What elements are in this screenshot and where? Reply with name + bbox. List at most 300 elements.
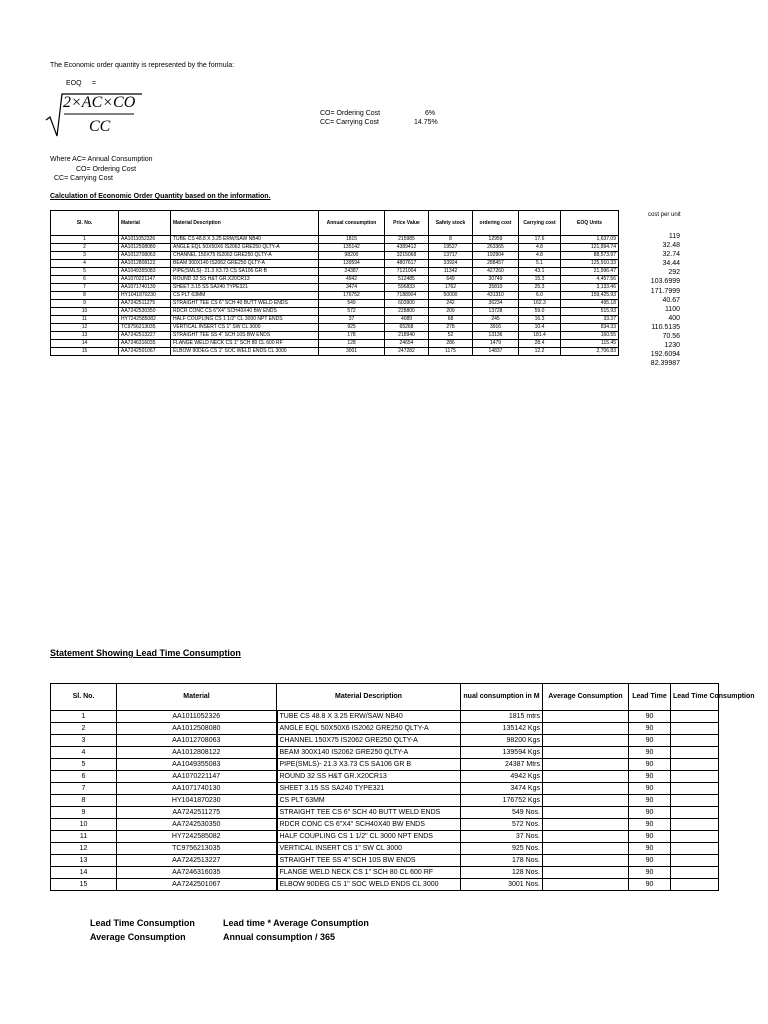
eoq-cell: ROUND 32 SS H&T GR.X20CR13 [171, 276, 319, 284]
eoq-cell: 228800 [385, 308, 429, 316]
cc-label: CC= Carrying Cost [320, 119, 379, 126]
lead-cell [543, 771, 629, 783]
eoq-cell: AA7242501067 [119, 348, 171, 356]
lead-cell [543, 819, 629, 831]
eoq-cell: 1479 [473, 340, 519, 348]
eoq-cell: ELBOW 90DEG CS 1" SOC WELD ENDS CL 3000 [171, 348, 319, 356]
eoq-cell: 176752 [319, 292, 385, 300]
eoq-cell: 7 [51, 284, 119, 292]
lead-table-row [51, 819, 719, 831]
cost-per-unit-value: 82.39987 [650, 360, 680, 368]
eoq-cell: 50000 [429, 292, 473, 300]
lead-cell [543, 843, 629, 855]
eoq-cell: 7121004 [385, 268, 429, 276]
eoq-cell: 160.55 [561, 332, 619, 340]
formula-denominator: CC [89, 118, 111, 135]
eoq-cell: AA1071740130 [119, 284, 171, 292]
cost-per-unit-value: 32.74 [662, 251, 680, 259]
eoq-cell: 6 [51, 276, 119, 284]
eoq-cell: 128 [319, 340, 385, 348]
eoq-cell: 21,996.47 [561, 268, 619, 276]
cost-per-unit-value: 32.48 [662, 242, 680, 250]
eoq-cell: 12.2 [519, 348, 561, 356]
cost-per-unit-value: 103.6999 [650, 278, 680, 286]
eoq-header-cell: Material Description [171, 211, 319, 236]
eoq-cell: BEAM 300X140 IS2062 GRE250 QLTY-A [171, 260, 319, 268]
eoq-table-row [51, 260, 619, 268]
lead-cell: AA7242501067 [117, 879, 277, 891]
eoq-cell: 12 [51, 324, 119, 332]
ltc-label: Lead Time Consumption [90, 918, 195, 928]
lead-cell: 90 [629, 723, 671, 735]
eoq-table-row [51, 332, 619, 340]
eoq-cell: 288457 [473, 260, 519, 268]
lead-cell: 8 [51, 795, 117, 807]
lead-cell: 549 Nos. [461, 807, 543, 819]
eoq-cell: 3001 [319, 348, 385, 356]
lead-cell: AA7242511275 [117, 807, 277, 819]
eoq-header-cell: Annual consumption [319, 211, 385, 236]
eoq-equals: = [92, 80, 97, 87]
eoq-cell: 4 [51, 260, 119, 268]
eoq-cell: AA1012508080 [119, 244, 171, 252]
eoq-cell: HALF COUPLING CS 1 1/2" CL 3000 NPT ENDS [171, 316, 319, 324]
lead-cell [543, 807, 629, 819]
formula-intro-text: The Economic order quantity is represented by the formula: [50, 62, 235, 69]
eoq-table-row [51, 284, 619, 292]
eoq-cell: SHEET 3.15 SS SA240 TYPE321 [171, 284, 319, 292]
eoq-cell: 192904 [473, 252, 519, 260]
eoq-header-cell: ordering cost [473, 211, 519, 236]
eoq-cell: 427260 [473, 268, 519, 276]
lead-cell [543, 855, 629, 867]
lead-cell [543, 735, 629, 747]
eoq-cell: 3916 [473, 324, 519, 332]
eoq-cell: 4.8 [519, 244, 561, 252]
lead-cell: 139594 Kgs [461, 747, 543, 759]
eoq-cell: 1 [51, 236, 119, 244]
eoq-cell: 65268 [385, 324, 429, 332]
lead-table-row [51, 795, 719, 807]
lead-cell: HALF COUPLING CS 1 1/2" CL 3000 NPT ENDS [277, 831, 461, 843]
lead-cell: 178 Nos. [461, 855, 543, 867]
eoq-cell: TUBE CS 48.8 X 3.25 ERW/SAW NB40 [171, 236, 319, 244]
lead-cell: 12 [51, 843, 117, 855]
cost-per-unit-value: 192.6094 [650, 351, 680, 359]
lead-cell [543, 867, 629, 879]
lead-header-row [51, 684, 719, 711]
lead-cell: BEAM 300X140 IS2062 GRE250 QLTY-A [277, 747, 461, 759]
cost-per-unit-value: 40.67 [662, 296, 680, 304]
eoq-cell: 5 [51, 268, 119, 276]
eoq-header-cell: Price Value [385, 211, 429, 236]
eoq-cell: 603900 [385, 300, 429, 308]
lead-cell: 90 [629, 783, 671, 795]
eoq-cell: 245 [473, 316, 519, 324]
lead-cell: TC9756213035 [117, 843, 277, 855]
eoq-cell: 572 [319, 308, 385, 316]
lead-header-cell: Material [117, 684, 277, 711]
lead-cell: 176752 Kgs [461, 795, 543, 807]
eoq-cell: STRAIGHT TEE SS 4" SCH 10S BW ENDS [171, 332, 319, 340]
eoq-cell: 4.8 [519, 252, 561, 260]
eoq-cell: 159,425.93 [561, 292, 619, 300]
lead-cell: AA1012808122 [117, 747, 277, 759]
lead-cell: 90 [629, 855, 671, 867]
eoq-cell: 4942 [319, 276, 385, 284]
eoq-cell: 13 [51, 332, 119, 340]
lead-cell: 37 Nos. [461, 831, 543, 843]
lead-cell: 5 [51, 759, 117, 771]
lead-cell: 1 [51, 711, 117, 723]
cost-per-unit-value: 110.5135 [651, 323, 680, 331]
eoq-cell: 3 [51, 252, 119, 260]
eoq-cell: HY1041870230 [119, 292, 171, 300]
cost-per-unit-value: 119 [668, 233, 680, 240]
eoq-cell: 549 [319, 300, 385, 308]
lead-cell: 90 [629, 711, 671, 723]
lead-cell: 3474 Kgs [461, 783, 543, 795]
lead-cell: 4942 Kgs [461, 771, 543, 783]
eoq-cell: 286 [429, 340, 473, 348]
lead-cell [671, 759, 719, 771]
eoq-cell: 88,573.97 [561, 252, 619, 260]
eoq-cell: 215985 [385, 236, 429, 244]
lead-cell: 6 [51, 771, 117, 783]
lead-table-row [51, 735, 719, 747]
eoq-header-cell: EOQ Units [561, 211, 619, 236]
cost-per-unit-header: cost per unit [648, 212, 681, 218]
eoq-cell: 37 [319, 316, 385, 324]
where-ac: Where AC= Annual Consumption [50, 156, 153, 163]
lead-cell: STRAIGHT TEE SS 4" SCH 10S BW ENDS [277, 855, 461, 867]
lead-cell [543, 831, 629, 843]
lead-cell [543, 879, 629, 891]
eoq-cell: 68 [429, 316, 473, 324]
eoq-cell: 15 [51, 348, 119, 356]
eoq-cell: 834.33 [561, 324, 619, 332]
eoq-cell: 278 [429, 324, 473, 332]
cost-per-unit-value: 1100 [664, 305, 680, 313]
eoq-cell: AA7246316035 [119, 340, 171, 348]
lead-table-row [51, 771, 719, 783]
eoq-cell: 3474 [319, 284, 385, 292]
lead-cell: AA1012508080 [117, 723, 277, 735]
cost-per-unit-value: 400 [668, 314, 680, 322]
lead-cell: 13 [51, 855, 117, 867]
lead-cell: AA7246316035 [117, 867, 277, 879]
eoq-cell: 3,133.46 [561, 284, 619, 292]
eoq-cell: 218940 [385, 332, 429, 340]
eoq-cell: 9 [51, 300, 119, 308]
eoq-header-cell: Carrying cost [519, 211, 561, 236]
eoq-table-row [51, 292, 619, 300]
lead-header-cell: Average Consumption [543, 684, 629, 711]
lead-cell: TUBE CS 48.8 X 3.25 ERW/SAW NB40 [277, 711, 461, 723]
eoq-cell: 15.3 [519, 276, 561, 284]
cost-per-unit-list [640, 232, 680, 368]
eoq-table-row [51, 236, 619, 244]
lead-cell: 90 [629, 747, 671, 759]
avg-label: Average Consumption [90, 932, 186, 942]
eoq-cell: TC9756213035 [119, 324, 171, 332]
lead-cell: 135142 Kgs [461, 723, 543, 735]
eoq-cell: 14 [51, 340, 119, 348]
ltc-formula: Lead time * Average Consumption [223, 918, 369, 928]
lead-cell: 90 [629, 759, 671, 771]
lead-table-row [51, 747, 719, 759]
lead-cell: 90 [629, 867, 671, 879]
lead-cell: 1815 mtrs [461, 711, 543, 723]
lead-cell: 90 [629, 735, 671, 747]
eoq-header-cell: Material [119, 211, 171, 236]
eoq-header-row [51, 211, 619, 236]
eoq-cell: HY7242585082 [119, 316, 171, 324]
lead-cell: ANGLE EQL 50X50X6 IS2062 GRE250 QLTY-A [277, 723, 461, 735]
lead-cell [543, 783, 629, 795]
lead-cell: 7 [51, 783, 117, 795]
eoq-cell: AA7242530350 [119, 308, 171, 316]
eoq-cell: 19527 [429, 244, 473, 252]
eoq-table-row [51, 300, 619, 308]
eoq-cell: CHANNEL 150X75 IS2062 GRE250 QLTY-A [171, 252, 319, 260]
lead-cell [543, 795, 629, 807]
lead-cell: SHEET 3.15 SS SA240 TYPE321 [277, 783, 461, 795]
lead-cell: RDCR CONC CS 6"X4" SCH40X40 BW ENDS [277, 819, 461, 831]
cost-per-unit-value: 292 [668, 269, 680, 277]
eoq-cell: 16.3 [519, 316, 561, 324]
eoq-cell: 10 [51, 308, 119, 316]
eoq-cell: VERTICAL INSERT CS 1" SW CL 3000 [171, 324, 319, 332]
lead-cell: AA1011052326 [117, 711, 277, 723]
eoq-table-row [51, 316, 619, 324]
eoq-header-cell: Safety stock [429, 211, 473, 236]
eoq-cell: 13717 [429, 252, 473, 260]
lead-table-row [51, 831, 719, 843]
lead-header-cell: nual consumption in M [461, 684, 543, 711]
lead-table [50, 683, 755, 891]
eoq-cell: AA7242511275 [119, 300, 171, 308]
eoq-cell: 43.1 [519, 268, 561, 276]
eoq-table-row [51, 340, 619, 348]
lead-cell: 14 [51, 867, 117, 879]
eoq-table-row [51, 324, 619, 332]
cost-per-unit-value: 171.7999 [650, 287, 680, 295]
eoq-cell: 2,706.83 [561, 348, 619, 356]
eoq-cell: PIPE(SMLS)- 21.3 X3.73 CS SA106 GR B [171, 268, 319, 276]
lead-cell: 11 [51, 831, 117, 843]
eoq-cell: 3215068 [385, 252, 429, 260]
lead-cell: 2 [51, 723, 117, 735]
eoq-cell: 162.3 [519, 300, 561, 308]
lead-cell [543, 723, 629, 735]
lead-cell [671, 855, 719, 867]
eoq-cell: 1815 [319, 236, 385, 244]
lead-cell [671, 711, 719, 723]
eoq-cell: 52 [429, 332, 473, 340]
lead-cell: AA1049355083 [117, 759, 277, 771]
eoq-cell: 8 [51, 292, 119, 300]
lead-cell: 24387 Mtrs [461, 759, 543, 771]
lead-table-row [51, 843, 719, 855]
where-co: CO= Ordering Cost [76, 166, 137, 173]
eoq-cell: AA1012708063 [119, 252, 171, 260]
cost-per-unit-value: 1230 [664, 342, 680, 350]
lead-cell: 98200 Kgs [461, 735, 543, 747]
lead-cell: 10 [51, 819, 117, 831]
eoq-cell: 30749 [473, 276, 519, 284]
eoq-cell: 1175 [429, 348, 473, 356]
lead-cell [671, 843, 719, 855]
eoq-cell: 14837 [473, 348, 519, 356]
eoq-cell: 596833 [385, 284, 429, 292]
lead-cell [671, 795, 719, 807]
lead-table-row [51, 855, 719, 867]
lead-cell: AA1071740130 [117, 783, 277, 795]
eoq-header-cell: Sl. No. [51, 211, 119, 236]
eoq-table [50, 210, 619, 356]
lead-cell: 90 [629, 795, 671, 807]
eoq-cell: 28.4 [519, 340, 561, 348]
eoq-cell: 4,457.56 [561, 276, 619, 284]
lead-header-cell: Material Description [277, 684, 461, 711]
lead-cell: HY1041870230 [117, 795, 277, 807]
lead-cell: 90 [629, 831, 671, 843]
eoq-cell: 4389412 [385, 244, 429, 252]
eoq-cell: 135142 [319, 244, 385, 252]
eoq-cell: 515.93 [561, 308, 619, 316]
eoq-cell: 431310 [473, 292, 519, 300]
lead-cell [671, 747, 719, 759]
eoq-cell: 1762 [429, 284, 473, 292]
eoq-cell: 25.3 [519, 284, 561, 292]
eoq-cell: FLANGE WELD NECK CS 1" SCH 80 CL 600 RF [171, 340, 319, 348]
eoq-cell: 13136 [473, 332, 519, 340]
lead-table-row [51, 879, 719, 891]
eoq-cell: 35810 [473, 284, 519, 292]
lead-cell: AA1012708063 [117, 735, 277, 747]
lead-table-row [51, 783, 719, 795]
eoq-cell: AA1011052326 [119, 236, 171, 244]
eoq-cell: 247282 [385, 348, 429, 356]
lead-cell [671, 723, 719, 735]
eoq-cell: 512485 [385, 276, 429, 284]
lead-cell: 90 [629, 819, 671, 831]
eoq-cell: 139594 [319, 260, 385, 268]
lead-cell [671, 807, 719, 819]
eoq-table-row [51, 276, 619, 284]
lead-cell [543, 711, 629, 723]
lead-cell: 90 [629, 807, 671, 819]
lead-cell: AA7242530350 [117, 819, 277, 831]
eoq-cell: AA1012808122 [119, 260, 171, 268]
lead-cell [543, 747, 629, 759]
lead-section-title: Statement Showing Lead Time Consumption [50, 648, 241, 658]
eoq-cell: 17.6 [519, 236, 561, 244]
eoq-cell: 181.4 [519, 332, 561, 340]
eoq-cell: 209 [429, 308, 473, 316]
eoq-cell: 7188904 [385, 292, 429, 300]
lead-cell: STRAIGHT TEE CS 6" SCH 40 BUTT WELD ENDS [277, 807, 461, 819]
lead-cell [671, 783, 719, 795]
lead-cell: 572 Nos. [461, 819, 543, 831]
lead-header-cell: Lead Time Consumption [671, 684, 719, 711]
eoq-section-title: Calculation of Economic Order Quantity based on the information. [50, 193, 271, 200]
lead-cell: ELBOW 90DEG CS 1" SOC WELD ENDS CL 3000 [277, 879, 461, 891]
eoq-cell: 12959 [473, 236, 519, 244]
lead-cell: AA1070221147 [117, 771, 277, 783]
eoq-cell: 925 [319, 324, 385, 332]
lead-cell: CHANNEL 150X75 IS2062 GRE250 QLTY-A [277, 735, 461, 747]
eoq-cell: 5.1 [519, 260, 561, 268]
lead-cell: 90 [629, 771, 671, 783]
eoq-label: EOQ [66, 80, 82, 87]
eoq-cell: ANGLE EQL 50X50X6 IS2062 GRE250 QLTY-A [171, 244, 319, 252]
eoq-cell: 11 [51, 316, 119, 324]
eoq-table-row [51, 252, 619, 260]
eoq-cell: 649 [429, 276, 473, 284]
eoq-cell: 125,910.33 [561, 260, 619, 268]
lead-cell [671, 831, 719, 843]
eoq-table-row [51, 308, 619, 316]
lead-cell [671, 819, 719, 831]
where-cc: CC= Carrying Cost [54, 175, 113, 182]
lead-cell: 9 [51, 807, 117, 819]
eoq-cell: 121,894.74 [561, 244, 619, 252]
lead-cell [671, 771, 719, 783]
lead-cell: 4 [51, 747, 117, 759]
lead-table-row [51, 723, 719, 735]
eoq-table-row [51, 348, 619, 356]
lead-table-row [51, 867, 719, 879]
cc-value: 14.75% [414, 119, 438, 126]
eoq-cell: 1,637.09 [561, 236, 619, 244]
eoq-cell: 263365 [473, 244, 519, 252]
lead-cell: ROUND 32 SS H&T GR.X20CR13 [277, 771, 461, 783]
lead-cell [671, 735, 719, 747]
eoq-table-row [51, 268, 619, 276]
lead-cell: 90 [629, 843, 671, 855]
eoq-cell: AA7242513227 [119, 332, 171, 340]
eoq-cell: 242 [429, 300, 473, 308]
eoq-cell: 10.4 [519, 324, 561, 332]
eoq-cell: 178 [319, 332, 385, 340]
eoq-cell: STRAIGHT TEE CS 6" SCH 40 BUTT WELD ENDS [171, 300, 319, 308]
lead-header-cell: Lead Time [629, 684, 671, 711]
eoq-cell: RDCR CONC CS 6"X4" SCH40X40 BW ENDS [171, 308, 319, 316]
lead-cell [671, 867, 719, 879]
avg-formula: Annual consumption / 365 [223, 932, 336, 942]
lead-cell: 3 [51, 735, 117, 747]
eoq-cell: 2 [51, 244, 119, 252]
eoq-cell: 8 [429, 236, 473, 244]
eoq-cell: 98200 [319, 252, 385, 260]
eoq-cell: 4807617 [385, 260, 429, 268]
lead-cell: CS PLT 63MM [277, 795, 461, 807]
eoq-cell: 33924 [429, 260, 473, 268]
lead-cell: PIPE(SMLS)- 21.3 X3.73 CS SA106 GR B [277, 759, 461, 771]
eoq-cell: 4089 [385, 316, 429, 324]
lead-cell: 3001 Nos. [461, 879, 543, 891]
eoq-cell: 6.0 [519, 292, 561, 300]
eoq-cell: 59.0 [519, 308, 561, 316]
lead-header-cell: Sl. No. [51, 684, 117, 711]
eoq-table-row [51, 244, 619, 252]
eoq-cell: AA1049355083 [119, 268, 171, 276]
eoq-cell: AA1070221147 [119, 276, 171, 284]
co-value: 6% [425, 110, 436, 117]
cost-per-unit-value: 70.56 [662, 333, 680, 341]
